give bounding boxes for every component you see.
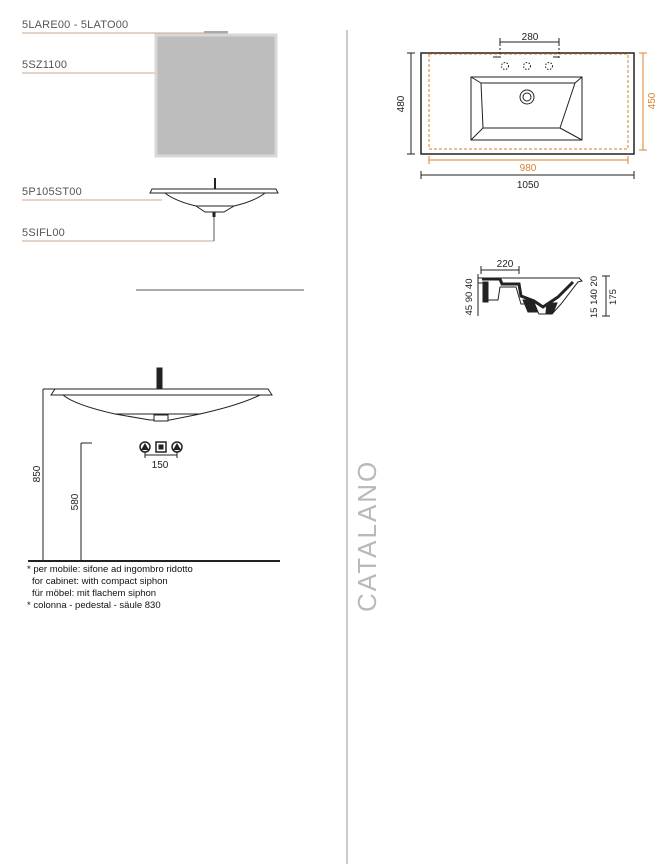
code-mirror: 5SZ1100 bbox=[22, 59, 68, 71]
dim-text-580: 580 bbox=[70, 493, 81, 511]
dim-text-450: 450 bbox=[647, 92, 658, 110]
notes-block bbox=[27, 564, 193, 612]
dim-text-175: 175 bbox=[608, 289, 619, 305]
dim-text-150: 150 bbox=[151, 460, 169, 471]
mirror-shape bbox=[156, 35, 276, 156]
code-washbasin: 5P105ST00 bbox=[22, 186, 82, 198]
dim-text-480: 480 bbox=[396, 95, 407, 113]
note-line: * per mobile: sifone ad ingombro ridotto bbox=[27, 564, 193, 575]
washbasin-front-view bbox=[51, 368, 272, 421]
dim-text-980: 980 bbox=[519, 163, 537, 174]
washbasin-section-view bbox=[478, 278, 582, 314]
code-siphon: 5SIFL00 bbox=[22, 227, 65, 239]
note-line: für möbel: mit flachem siphon bbox=[32, 588, 157, 599]
dim-text-850: 850 bbox=[32, 465, 43, 483]
note-line: for cabinet: with compact siphon bbox=[32, 576, 168, 587]
dim-text-220: 220 bbox=[496, 259, 514, 270]
code-mirror-lights: 5LARE00 - 5LATO00 bbox=[22, 19, 129, 31]
washbasin-top-view bbox=[421, 44, 634, 154]
tap-holes-icons bbox=[140, 442, 182, 452]
note-line: * colonna - pedestal - säule 830 bbox=[27, 600, 161, 611]
dim-text-left: 45 90 40 bbox=[464, 278, 475, 316]
dim-text-1050: 1050 bbox=[516, 180, 540, 191]
dim-text-280: 280 bbox=[521, 32, 539, 43]
dim-text-right: 15 140 20 bbox=[589, 275, 600, 319]
brand-logo: CATALANO bbox=[352, 459, 382, 612]
washbasin-small-front-view bbox=[150, 178, 278, 217]
